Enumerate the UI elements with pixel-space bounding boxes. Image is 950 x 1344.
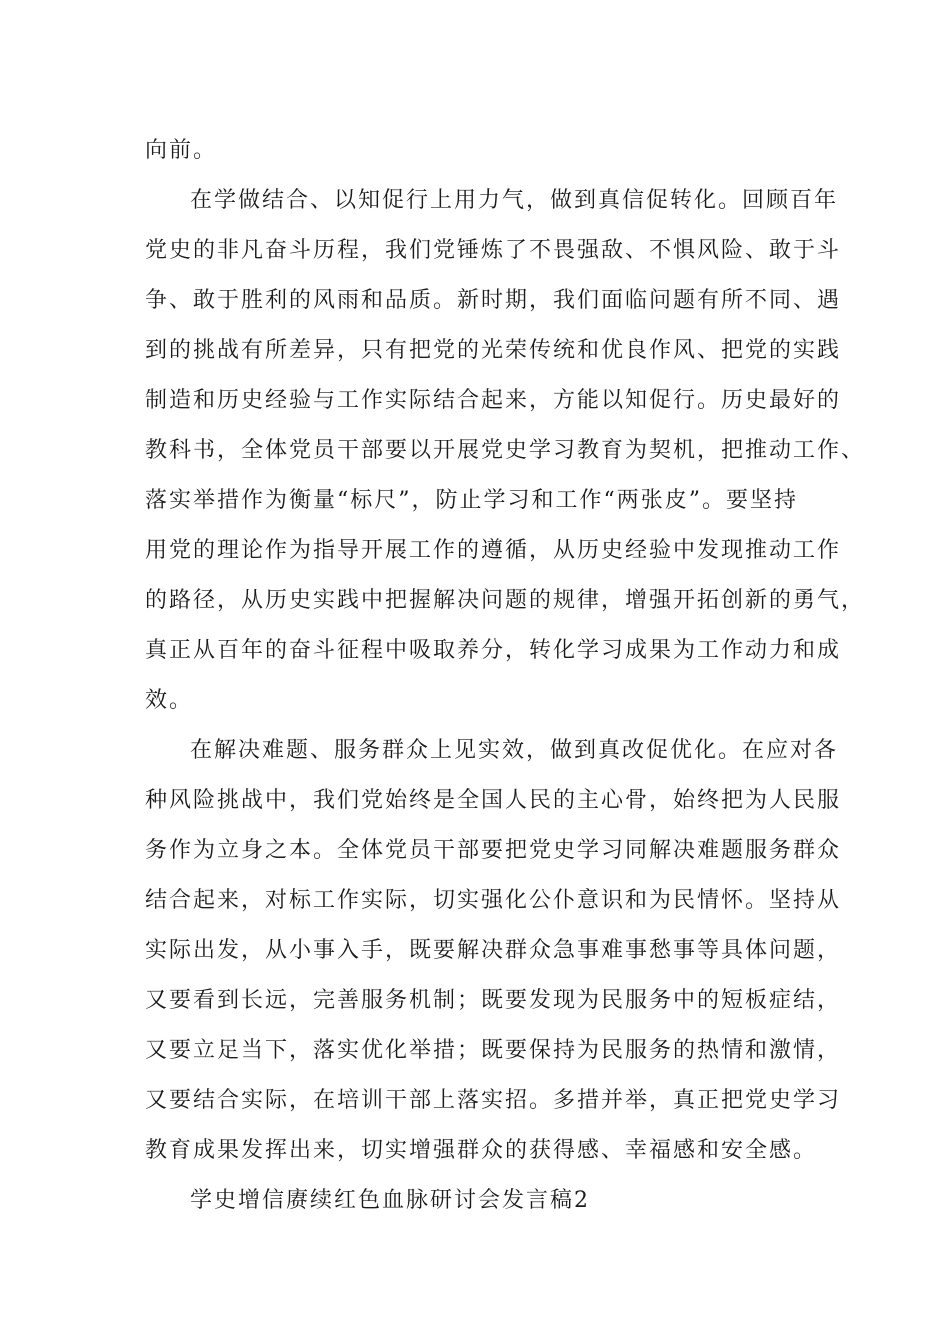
paragraph-3-line-4: 结合起来，对标工作实际，切实强化公仆意识和为民情怀。坚持从 <box>145 888 842 913</box>
paragraph-2-line-1: 在学做结合、以知促行上用力气，做到真信促转化。回顾百年 <box>190 188 839 213</box>
paragraph-2-line-9: 的路径，从历史实践中把握解决问题的规律，增强开拓创新的勇气， <box>145 588 866 613</box>
paragraph-2-line-5: 制造和历史经验与工作实际结合起来，方能以知促行。历史最好的 <box>145 388 842 413</box>
paragraph-2-line-2: 党史的非凡奋斗历程，我们党锤炼了不畏强敌、不惧风险、敢于斗 <box>145 238 842 263</box>
paragraph-2-line-10: 真正从百年的奋斗征程中吸取养分，转化学习成果为工作动力和成 <box>145 638 842 663</box>
paragraph-3-line-9: 教育成果发挥出来，切实增强群众的获得感、幸福感和安全感。 <box>145 1138 818 1163</box>
paragraph-2-line-11: 效。 <box>145 688 194 713</box>
paragraph-2-line-3: 争、敢于胜利的风雨和品质。新时期，我们面临问题有所不同、遇 <box>145 288 842 313</box>
paragraph-3-line-6: 又要看到长远，完善服务机制；既要发现为民服务中的短板症结， <box>145 988 842 1013</box>
next-section-heading: 学史增信赓续红色血脉研讨会发言稿2 <box>190 1188 590 1213</box>
paragraph-2-line-4: 到的挑战有所差异，只有把党的光荣传统和优良作风、把党的实践 <box>145 338 842 363</box>
paragraph-3-line-8: 又要结合实际，在培训干部上落实招。多措并举，真正把党史学习 <box>145 1088 842 1113</box>
paragraph-3-line-2: 种风险挑战中，我们党始终是全国人民的主心骨，始终把为人民服 <box>145 788 842 813</box>
paragraph-3-line-5: 实际出发，从小事入手，既要解决群众急事难事愁事等具体问题， <box>145 938 842 963</box>
paragraph-2-line-6: 教科书，全体党员干部要以开展党史学习教育为契机，把推动工作、 <box>145 438 866 463</box>
paragraph-3-line-7: 又要立足当下，落实优化举措；既要保持为民服务的热情和激情， <box>145 1038 842 1063</box>
paragraph-2-line-7: 落实举措作为衡量“标尺”，防止学习和工作“两张皮”。要坚持 <box>145 488 798 513</box>
paragraph-3-line-3: 务作为立身之本。全体党员干部要把党史学习同解决难题服务群众 <box>145 838 842 863</box>
paragraph-3-line-1: 在解决难题、服务群众上见实效，做到真改促优化。在应对各 <box>190 738 839 763</box>
paragraph-1-line-1: 向前。 <box>145 138 218 163</box>
paragraph-2-line-8: 用党的理论作为指导开展工作的遵循，从历史经验中发现推动工作 <box>145 538 842 563</box>
